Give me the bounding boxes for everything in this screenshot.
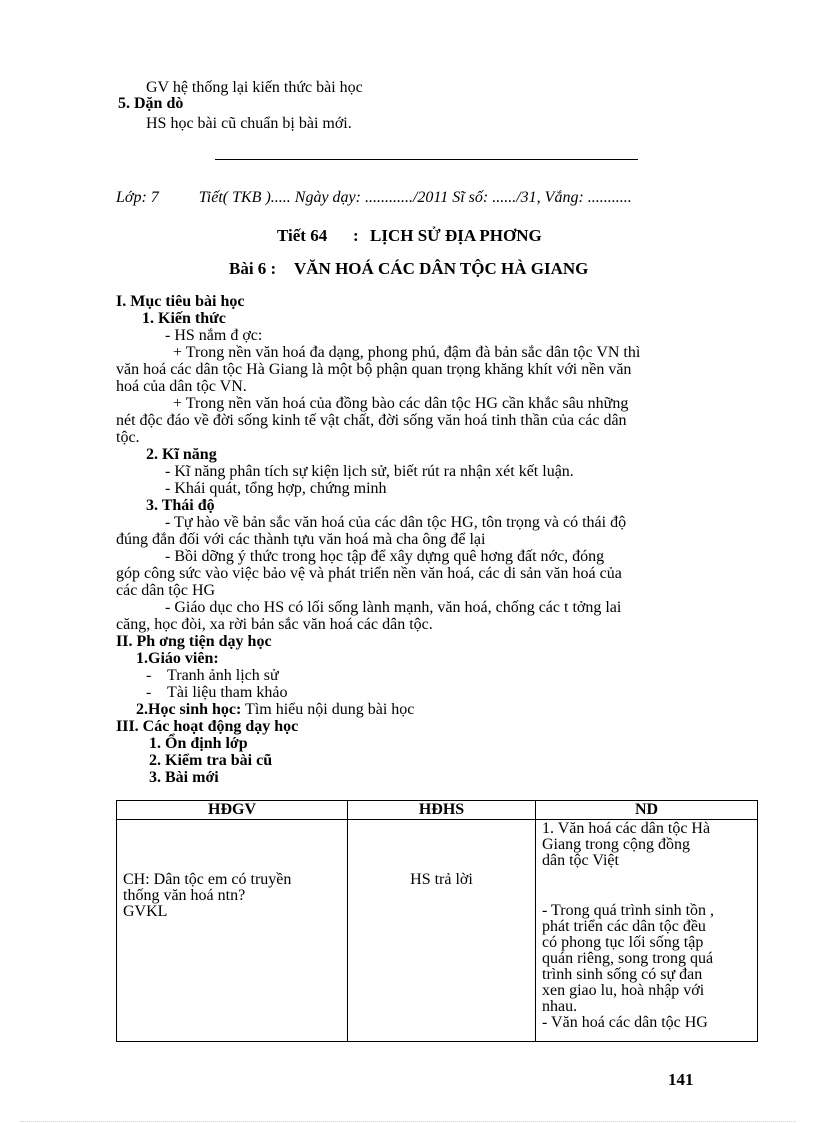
content-line: trình sinh sống có sự đan (542, 966, 703, 983)
knowledge-line: văn hoá các dân tộc Hà Giang là một bộ phận quan trọng khăng khít với nền văn (116, 361, 632, 378)
attitude-line: căng, học đòi, xa rời bản sắc văn hoá các dân tộc. (116, 616, 433, 633)
attitude-line: các dân tộc HG (116, 582, 216, 599)
table-row (117, 820, 758, 1042)
content-line: quán riêng, song trong quá (542, 950, 714, 967)
section-activities-title: III. Các hoạt động dạy học (116, 718, 299, 735)
attitude-line: đúng đắn đối với các thành tựu văn hoá mà cha ông để lại (116, 531, 486, 548)
section-materials-title: II. Ph ơng tiện dạy học (116, 633, 272, 650)
teacher-title: 1.Giáo viên: (136, 650, 219, 667)
teacher-activity-line: GVKL (123, 903, 168, 920)
content-line: dân tộc Việt (542, 852, 619, 869)
attitude-line: - Tự hào về bản sắc văn hoá của các dân tộc HG, tôn trọng và có thái độ (165, 514, 627, 531)
student-activity-cell (348, 820, 536, 1042)
content-line: nhau. (542, 998, 578, 1015)
teacher-item: - Tranh ảnh lịch sử (146, 667, 279, 684)
student-prep-line (136, 701, 414, 718)
content-line: - Văn hoá các dân tộc HG (542, 1014, 708, 1031)
skills-title: 2. Kĩ năng (146, 446, 217, 463)
attitude-line: - Giáo dục cho HS có lối sống lành mạnh, văn hoá, chống các t tởng lai (165, 599, 622, 616)
period-label: Tiết 64 (277, 226, 328, 245)
table-header-cell: HĐHS (348, 801, 536, 820)
knowledge-line: tộc. (116, 429, 140, 446)
knowledge-title: 1. Kiến thức (142, 310, 226, 327)
student-activity-line: HS trả lời (410, 871, 473, 888)
knowledge-line: + Trong nền văn hoá của đồng bào các dân tộc HG cần khắc sâu những (173, 395, 629, 412)
attitude-title: 3. Thái độ (146, 497, 215, 514)
activity-table (116, 800, 758, 1042)
subject-title: LỊCH SỬ ĐỊA PHƠNG (370, 226, 542, 245)
knowledge-line: hoá của dân tộc VN. (116, 378, 247, 395)
teacher-activity-line: thống văn hoá ntn? (123, 887, 246, 904)
table-header-row (117, 801, 758, 820)
lesson-title: VĂN HOÁ CÁC DÂN TỘC HÀ GIANG (294, 259, 589, 278)
page-bottom-edge (20, 1121, 796, 1122)
skills-line: - Kĩ năng phân tích sự kiện lịch sử, biết rút ra nhận xét kết luận. (165, 463, 574, 480)
teacher-item: - Tài liệu tham khảo (146, 684, 288, 701)
student-prep-text: Tìm hiểu nội dung bài học (241, 701, 415, 718)
student-prep-label: 2.Học sinh học: (136, 701, 242, 718)
content-line: phát triển các dân tộc đều (542, 918, 706, 935)
content-line: Giang trong cộng đồng (542, 836, 690, 853)
title-colon: : (353, 226, 359, 245)
knowledge-line: + Trong nền văn hoá đa dạng, phong phú, đậm đà bản sắc dân tộc VN thì (173, 344, 641, 361)
attitude-line: - Bồi dỡng ý thức trong học tập để xây dựng quê hơng đất nớc, đóng (165, 548, 605, 565)
content-line: - Trong quá trình sinh tồn , (542, 902, 715, 919)
activity-step: 2. Kiểm tra bài cũ (149, 752, 273, 769)
homework-line: HS học bài cũ chuẩn bị bài mới. (146, 115, 352, 132)
teacher-activity-cell (117, 820, 348, 1042)
separator-rule (215, 159, 638, 160)
heading-homework: 5. Dặn dò (118, 95, 184, 112)
content-line: xen giao lu, hoà nhập với (542, 982, 705, 999)
table-header-cell: ND (536, 801, 758, 820)
activity-step: 1. Ổn định lớp (149, 735, 248, 752)
table-header-cell: HĐGV (117, 801, 348, 820)
content-line: có phong tục lối sống tập (542, 934, 704, 951)
section-objectives-title: I. Mục tiêu bài học (116, 293, 245, 310)
activity-step: 3. Bài mới (149, 769, 219, 786)
skills-line: - Khái quát, tổng hợp, chứng minh (165, 480, 387, 497)
knowledge-line: - HS nắm đ ợc: (165, 327, 263, 344)
page-number: 141 (668, 1070, 694, 1089)
content-cell (536, 820, 758, 1042)
lesson-number: Bài 6 : (229, 259, 277, 278)
attitude-line: góp công sức vào việc bảo vệ và phát triển nền văn hoá, các di sản văn hoá của (116, 565, 622, 582)
class-info-line: Lớp: 7 Tiết( TKB )..... Ngày dạy: ............/2011 Sĩ số: ....../31, Vắng: ........... (116, 189, 632, 206)
review-line: GV hệ thống lại kiến thức bài học (146, 79, 363, 96)
content-line: 1. Văn hoá các dân tộc Hà (542, 820, 711, 837)
knowledge-line: nét độc đáo về đời sống kinh tế vật chất, đời sống văn hoá tinh thần của các dân (116, 412, 627, 429)
teacher-activity-line: CH: Dân tộc em có truyền (123, 871, 292, 888)
